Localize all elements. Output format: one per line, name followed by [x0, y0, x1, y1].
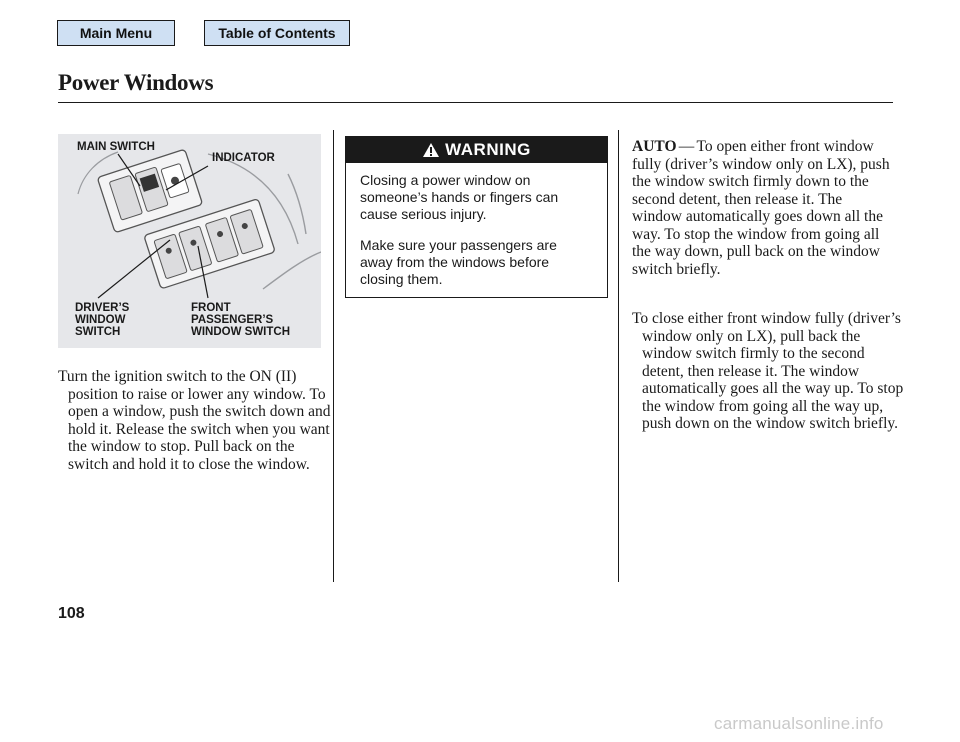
- auto-label: AUTO: [632, 138, 677, 155]
- page-number: 108: [58, 605, 85, 622]
- warning-paragraph: Make sure your passengers are away from the windows before closing them.: [360, 237, 557, 287]
- warning-title: WARNING: [445, 140, 531, 159]
- warning-triangle-icon: [422, 142, 440, 158]
- page-title: Power Windows: [58, 70, 214, 95]
- title-divider: [58, 102, 893, 103]
- window-switch-figure: [58, 134, 321, 348]
- warning-box: [345, 136, 608, 298]
- watermark: carmanualsonline.info: [714, 714, 884, 733]
- front-passenger-window-switch-label: FRONT PASSENGER’S WINDOW SWITCH: [191, 302, 291, 338]
- warning-header: [346, 137, 607, 163]
- drivers-window-switch-label: DRIVER’S WINDOW SWITCH: [75, 302, 130, 338]
- auto-text: To open either front window fully (driver’s window only on LX), push the window switch firmly down to the second detent, then release it. The window automatically goes down all the way. To stop the window from going all the way down, pull back on the window switch briefly.: [632, 138, 890, 278]
- table-of-contents-button[interactable]: Table of Contents: [204, 20, 350, 46]
- auto-dash: —: [678, 138, 695, 155]
- column-divider: [333, 130, 334, 582]
- warning-paragraph: Closing a power window on someone’s hands or fingers can cause serious injury.: [360, 172, 559, 222]
- close-paragraph: To close either front window fully (driver’s window only on LX), pull back the window switch firmly to the second detent, then release it. The window automatically goes all the way up. To stop the window from going all the way up, push down on the window switch briefly.: [632, 310, 904, 432]
- main-switch-label: MAIN SWITCH: [77, 141, 155, 153]
- column-divider: [618, 130, 619, 582]
- auto-paragraph: [632, 138, 894, 278]
- intro-paragraph: Turn the ignition switch to the ON (II) position to raise or lower any window. To open a window, push the switch down and hold it. Release the switch when you want the window to stop. Pull back on the switch and hold it to close the window.: [58, 368, 331, 473]
- indicator-label: INDICATOR: [212, 152, 275, 164]
- main-menu-button[interactable]: Main Menu: [57, 20, 175, 46]
